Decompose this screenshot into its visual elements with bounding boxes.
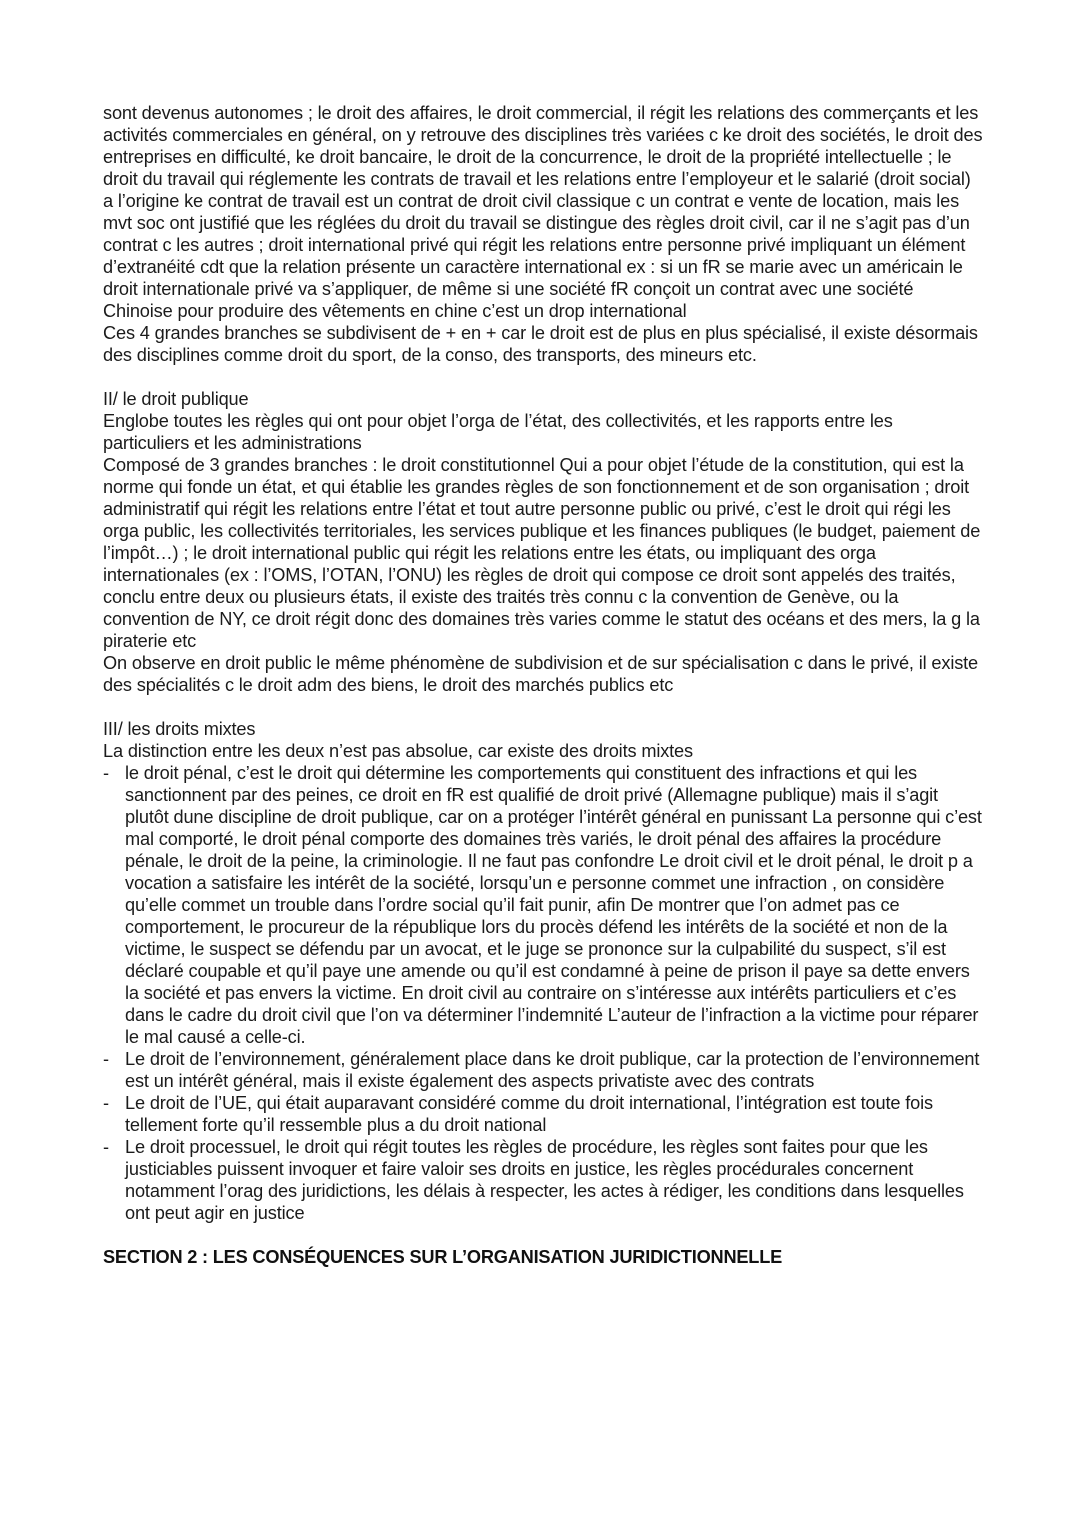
private-law-branches-paragraph: sont devenus autonomes ; le droit des affaires, le droit commercial, il régit les relations des commerçants et les activités commerciales en général, on y retrouve des disciplines très variées c ke droit des sociétés, le droit des entreprises en difficulté, ke droit bancaire, le droit de la concurrence, le droit de la propriété intellectuelle ; le droit du travail qui réglemente les contrats de travail et les relations entre l’employeur et le salarié (droit social) a l’origine ke contrat de travail est un contrat de droit civil classique c un contrat e vente de location, mais les mvt soc ont justifié que les réglées du droit du travail se distingue des règles droit civil, car il ne s’agit pas d’un contrat c les autres ; droit international privé qui régit les relations entre personne privé impliquant un élément d’extranéité cdt que la relation présente un caractère international ex : si un fR se marie avec un américain le droit internationale privé va s’appliquer, de même si une société fR conçoit un contrat avec une société Chinoise pour produire des vêtements en chine c’est un drop international xyxy=(103,103,983,321)
spacer xyxy=(103,366,983,388)
list-item-text: Le droit de l’UE, qui était auparavant considéré comme du droit international, l’intégration est toute fois tellement forte qu’il ressemble plus a du droit national xyxy=(125,1093,933,1135)
list-item-text: Le droit processuel, le droit qui régit toutes les règles de procédure, les règles sont faites pour que les justiciables puissent invoquer et faire valoir ses droits en justice, les règles procédurales concernent notamment l’orag des juridictions, les délais à respecter, les actes à rédiger, les conditions dans lesquelles ont peut agir en justice xyxy=(125,1137,964,1223)
dash-bullet-icon: - xyxy=(103,1049,109,1069)
list-item-environment-law xyxy=(103,1048,983,1092)
list-item-procedural-law xyxy=(103,1136,983,1224)
public-law-subdivision-paragraph: On observe en droit public le même phénomène de subdivision et de sur spécialisation c dans le privé, il existe des spécialités c le droit adm des biens, le droit des marchés publics etc xyxy=(103,653,979,695)
list-item-text: le droit pénal, c’est le droit qui détermine les comportements qui constituent des infractions et qui les sanctionnent par des peines, ce droit en fR est qualifié de droit privé (Allemagne publique) mais il s’agit plutôt dune discipline de droit publique, car on a protéger l’intérêt général en punissant La personne qui c’est mal comporté, le droit pénal comporte des domaines très variés, le droit pénal des affaires la procédure pénale, le droit de la peine, la criminologie. Il ne faut pas confondre Le droit civil et le droit pénal, le droit p a vocation a satisfaire les intérêt de la société, lorsqu’un e personne commet une infraction , on considère qu’elle commet un trouble dans l’ordre social qu’il fait punir, afin De montrer que l’on admet pas ce comportement, le procureur de la république lors du procès défend les intérêts de la société et non de la victime, le suspect se défendu par un avocat, et le juge se prononce sur la culpabilité du suspect, s’il est déclaré coupable et qu’il paye une amende ou qu’il est condamné à peine de prison il paye sa dette envers la société et pas envers la victime. En droit civil au contraire on s’intéresse aux intérêts particuliers et c’es dans le cadre du droit civil que l’on va déterminer l’indemnité L’auteur de l’infraction a la victime pour réparer le mal causé a celle-ci. xyxy=(125,763,982,1047)
mixed-law-list xyxy=(103,762,983,1224)
mixed-law-heading: III/ les droits mixtes xyxy=(103,719,256,739)
public-law-heading: II/ le droit publique xyxy=(103,389,249,409)
list-item-criminal-law xyxy=(103,762,983,1048)
public-law-branches-paragraph: Composé de 3 grandes branches : le droit constitutionnel Qui a pour objet l’étude de la constitution, qui est la norme qui fonde un état, et qui établie les grandes règles de son fonctionnement et de son organisation ; droit administratif qui régit les relations entre l’état et tout autre personne public ou privé, c’est le droit qui régi les orga public, les collectivités territoriales, les services publique et les finances publiques (le budget, paiement de l’impôt…) ; le droit international public qui régit les relations entre les états, ou impliquant des orga internationales (ex : l’OMS, l’OTAN, l’ONU) les règles de droit qui compose ce droit sont appelés des traités, conclu entre deux ou plusieurs états, il existe des traités très connu c la convention de Genève, ou la convention de NY, ce droit régit donc des domaines très varies comme le statut des océans et des mers, la g la piraterie etc xyxy=(103,455,981,651)
spacer xyxy=(103,696,983,718)
mixed-law-intro: La distinction entre les deux n’est pas absolue, car existe des droits mixtes xyxy=(103,741,693,761)
dash-bullet-icon: - xyxy=(103,763,109,783)
section-2-title: SECTION 2 : LES CONSÉQUENCES SUR L’ORGANISATION JURIDICTIONNELLE xyxy=(103,1247,783,1267)
dash-bullet-icon: - xyxy=(103,1093,109,1113)
list-item-text: Le droit de l’environnement, généralement place dans ke droit publique, car la protection de l’environnement est un intérêt général, mais il existe également des aspects privatiste avec des contrats xyxy=(125,1049,980,1091)
subdivision-paragraph: Ces 4 grandes branches se subdivisent de + en + car le droit est de plus en plus spécialisé, il existe désormais des disciplines comme droit du sport, de la conso, des transports, des mineurs etc. xyxy=(103,323,978,365)
document-page xyxy=(103,102,983,1268)
list-item-eu-law xyxy=(103,1092,983,1136)
dash-bullet-icon: - xyxy=(103,1137,109,1157)
public-law-definition: Englobe toutes les règles qui ont pour objet l’orga de l’état, des collectivités, et les rapports entre les particuliers et les administrations xyxy=(103,411,893,453)
